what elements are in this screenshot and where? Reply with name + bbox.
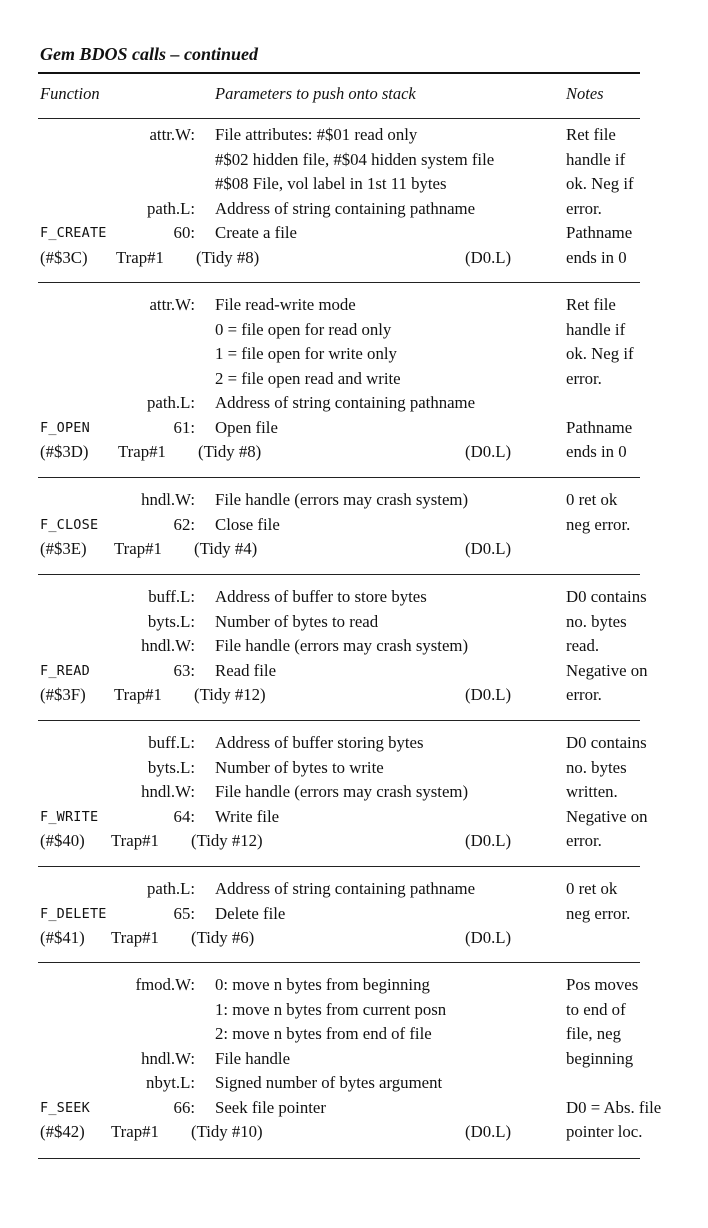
- table-row: [0, 585, 708, 610]
- table-row: [0, 221, 708, 246]
- note-text: D0 = Abs. file: [566, 1097, 662, 1117]
- table-row: [0, 659, 708, 684]
- return-register: (D0.L): [465, 685, 512, 704]
- tidy-label: (Tidy #12): [191, 831, 263, 850]
- section-rule: [38, 1158, 640, 1159]
- param-description: Signed number of bytes argument: [215, 1073, 443, 1092]
- table-row: [0, 1096, 708, 1121]
- trap-label: Trap#1: [114, 685, 162, 704]
- param-register: path.L:: [146, 198, 195, 218]
- note-text: Negative on: [566, 806, 648, 826]
- param-description: 2 = file open read and write: [215, 368, 401, 388]
- table-row: [0, 877, 708, 902]
- note-text: pointer loc.: [566, 1122, 643, 1141]
- param-description: Address of buffer to store bytes: [215, 587, 427, 606]
- param-register: 64:: [173, 806, 195, 826]
- tidy-label: (Tidy #10): [191, 1122, 263, 1141]
- function-opcode: (#$3F): [40, 685, 86, 704]
- note-text: error.: [566, 685, 602, 704]
- note-text: 0 ret ok: [566, 879, 618, 898]
- note-text: file, neg: [566, 1024, 621, 1043]
- table-row: [0, 1047, 708, 1072]
- param-description: 1: move n bytes from current posn: [215, 999, 447, 1019]
- note-text: D0 contains: [566, 733, 647, 752]
- param-register: hndl.W:: [141, 490, 195, 509]
- param-description: #$08 File, vol label in 1st 11 bytes: [215, 174, 447, 193]
- note-text: beginning: [566, 1048, 634, 1068]
- section-rule: [38, 574, 640, 575]
- param-register: 65:: [173, 903, 195, 923]
- note-text: 0 ret ok: [566, 490, 618, 509]
- function-opcode: (#$3E): [40, 539, 87, 558]
- table-row: [0, 756, 708, 781]
- param-register: 66:: [173, 1097, 195, 1117]
- tidy-label: (Tidy #12): [194, 685, 266, 704]
- function-opcode: (#$41): [40, 928, 85, 947]
- note-text: error.: [566, 831, 602, 850]
- note-text: Negative on: [566, 660, 648, 680]
- table-row: [0, 1120, 708, 1145]
- table-row: [0, 318, 708, 343]
- table-row: [0, 440, 708, 465]
- table-row: [0, 829, 708, 854]
- param-register: hndl.W:: [141, 1048, 195, 1068]
- function-name: F_OPEN: [40, 419, 90, 436]
- param-description: #$02 hidden file, #$04 hidden system file: [215, 149, 495, 169]
- note-text: Pathname: [566, 417, 633, 437]
- param-description: Address of string containing pathname: [215, 879, 476, 898]
- table-row: [0, 246, 708, 271]
- param-description: File handle (errors may crash system): [215, 490, 469, 509]
- param-description: Delete file: [215, 903, 286, 923]
- note-text: Ret file: [566, 295, 616, 314]
- param-register: attr.W:: [149, 295, 195, 314]
- trap-label: Trap#1: [116, 247, 164, 267]
- param-description: File handle: [215, 1048, 291, 1068]
- header-parameters: Parameters to push onto stack: [215, 84, 416, 103]
- table-row: [0, 998, 708, 1023]
- section-rule: [38, 282, 640, 283]
- table-row: [0, 342, 708, 367]
- param-register: hndl.W:: [141, 636, 195, 655]
- section-rule: [38, 866, 640, 867]
- note-text: neg error.: [566, 903, 631, 923]
- note-text: Ret file: [566, 125, 616, 144]
- return-register: (D0.L): [465, 442, 512, 461]
- note-text: Pathname: [566, 223, 633, 242]
- table-row: [0, 902, 708, 927]
- trap-label: Trap#1: [111, 1122, 159, 1141]
- param-description: Read file: [215, 660, 277, 680]
- page-title: Gem BDOS calls – continued: [40, 44, 259, 64]
- note-text: error.: [566, 198, 602, 218]
- table-row: [0, 123, 708, 148]
- function-opcode: (#$40): [40, 831, 85, 850]
- table-row: [0, 634, 708, 659]
- tidy-label: (Tidy #8): [196, 247, 260, 267]
- note-text: neg error.: [566, 514, 631, 534]
- header-notes: Notes: [566, 84, 604, 103]
- return-register: (D0.L): [465, 247, 512, 267]
- param-description: Close file: [215, 514, 280, 534]
- note-text: written.: [566, 782, 618, 801]
- param-description: Create a file: [215, 223, 297, 242]
- function-name: F_CLOSE: [40, 516, 99, 533]
- param-register: buff.L:: [148, 733, 195, 752]
- section-rule: [38, 720, 640, 721]
- param-description: 1 = file open for write only: [215, 344, 397, 363]
- param-register: nbyt.L:: [146, 1073, 195, 1092]
- function-name: F_READ: [40, 662, 90, 679]
- function-name: F_DELETE: [40, 905, 107, 922]
- function-opcode: (#$3D): [40, 442, 89, 461]
- param-register: path.L:: [146, 393, 195, 412]
- param-register: attr.W:: [149, 125, 195, 144]
- param-register: 62:: [173, 514, 195, 534]
- tidy-label: (Tidy #4): [194, 539, 258, 558]
- table-row: [0, 148, 708, 173]
- table-row: [0, 197, 708, 222]
- function-opcode: (#$3C): [40, 247, 88, 267]
- trap-label: Trap#1: [111, 831, 159, 850]
- param-description: Address of buffer storing bytes: [215, 733, 424, 752]
- note-text: to end of: [566, 999, 626, 1019]
- table-row: [0, 973, 708, 998]
- table-row: [0, 805, 708, 830]
- section-rule: [38, 118, 640, 119]
- note-text: D0 contains: [566, 587, 647, 606]
- function-name: F_WRITE: [40, 808, 99, 825]
- param-register: 63:: [173, 660, 195, 680]
- note-text: ok. Neg if: [566, 174, 634, 193]
- note-text: no. bytes: [566, 757, 627, 777]
- function-name: F_CREATE: [40, 225, 107, 241]
- return-register: (D0.L): [465, 928, 512, 947]
- title-rule: [38, 72, 640, 74]
- table-row: [0, 416, 708, 441]
- function-opcode: (#$42): [40, 1122, 85, 1141]
- table-row: [0, 513, 708, 538]
- param-description: Open file: [215, 417, 278, 437]
- note-text: ok. Neg if: [566, 344, 634, 363]
- table-row: [0, 293, 708, 318]
- trap-label: Trap#1: [118, 442, 166, 461]
- tidy-label: (Tidy #8): [198, 442, 262, 461]
- note-text: Pos moves: [566, 975, 639, 994]
- table-row: [0, 1071, 708, 1096]
- note-text: error.: [566, 368, 602, 388]
- param-description: Address of string containing pathname: [215, 198, 476, 218]
- param-description: Write file: [215, 806, 280, 826]
- trap-label: Trap#1: [111, 928, 159, 947]
- param-description: 0 = file open for read only: [215, 319, 392, 339]
- param-description: 2: move n bytes from end of file: [215, 1024, 432, 1043]
- section-rule: [38, 477, 640, 478]
- param-register: hndl.W:: [141, 782, 195, 801]
- param-register: path.L:: [146, 879, 195, 898]
- table-row: [0, 488, 708, 513]
- param-description: File handle (errors may crash system): [215, 636, 469, 655]
- table-row: [0, 1022, 708, 1047]
- param-register: 60:: [173, 223, 195, 242]
- header-function: Function: [40, 84, 100, 103]
- table-row: [0, 731, 708, 756]
- note-text: handle if: [566, 319, 626, 339]
- section-rule: [38, 962, 640, 963]
- note-text: handle if: [566, 149, 626, 169]
- param-register: fmod.W:: [135, 975, 195, 994]
- param-description: Number of bytes to write: [215, 757, 384, 777]
- table-row: [0, 610, 708, 635]
- function-name: F_SEEK: [40, 1099, 90, 1116]
- trap-label: Trap#1: [114, 539, 162, 558]
- table-row: [0, 391, 708, 416]
- param-description: Seek file pointer: [215, 1097, 326, 1117]
- return-register: (D0.L): [465, 831, 512, 850]
- table-row: [0, 537, 708, 562]
- note-text: ends in 0: [566, 442, 627, 461]
- table-row: [0, 926, 708, 951]
- note-text: read.: [566, 636, 600, 655]
- table-row: [0, 172, 708, 197]
- table-row: [0, 367, 708, 392]
- table-row: [0, 683, 708, 708]
- param-description: Number of bytes to read: [215, 611, 379, 631]
- param-register: 61:: [173, 417, 195, 437]
- param-description: File read-write mode: [215, 295, 356, 314]
- param-description: Address of string containing pathname: [215, 393, 476, 412]
- note-text: no. bytes: [566, 611, 627, 631]
- param-description: 0: move n bytes from beginning: [215, 975, 430, 994]
- param-register: byts.L:: [147, 611, 195, 631]
- tidy-label: (Tidy #6): [191, 928, 255, 947]
- param-register: byts.L:: [147, 757, 195, 777]
- return-register: (D0.L): [465, 539, 512, 558]
- param-description: File attributes: #$01 read only: [215, 125, 418, 144]
- table-row: [0, 780, 708, 805]
- return-register: (D0.L): [465, 1122, 512, 1141]
- param-register: buff.L:: [148, 587, 195, 606]
- note-text: ends in 0: [566, 247, 627, 267]
- param-description: File handle (errors may crash system): [215, 782, 469, 801]
